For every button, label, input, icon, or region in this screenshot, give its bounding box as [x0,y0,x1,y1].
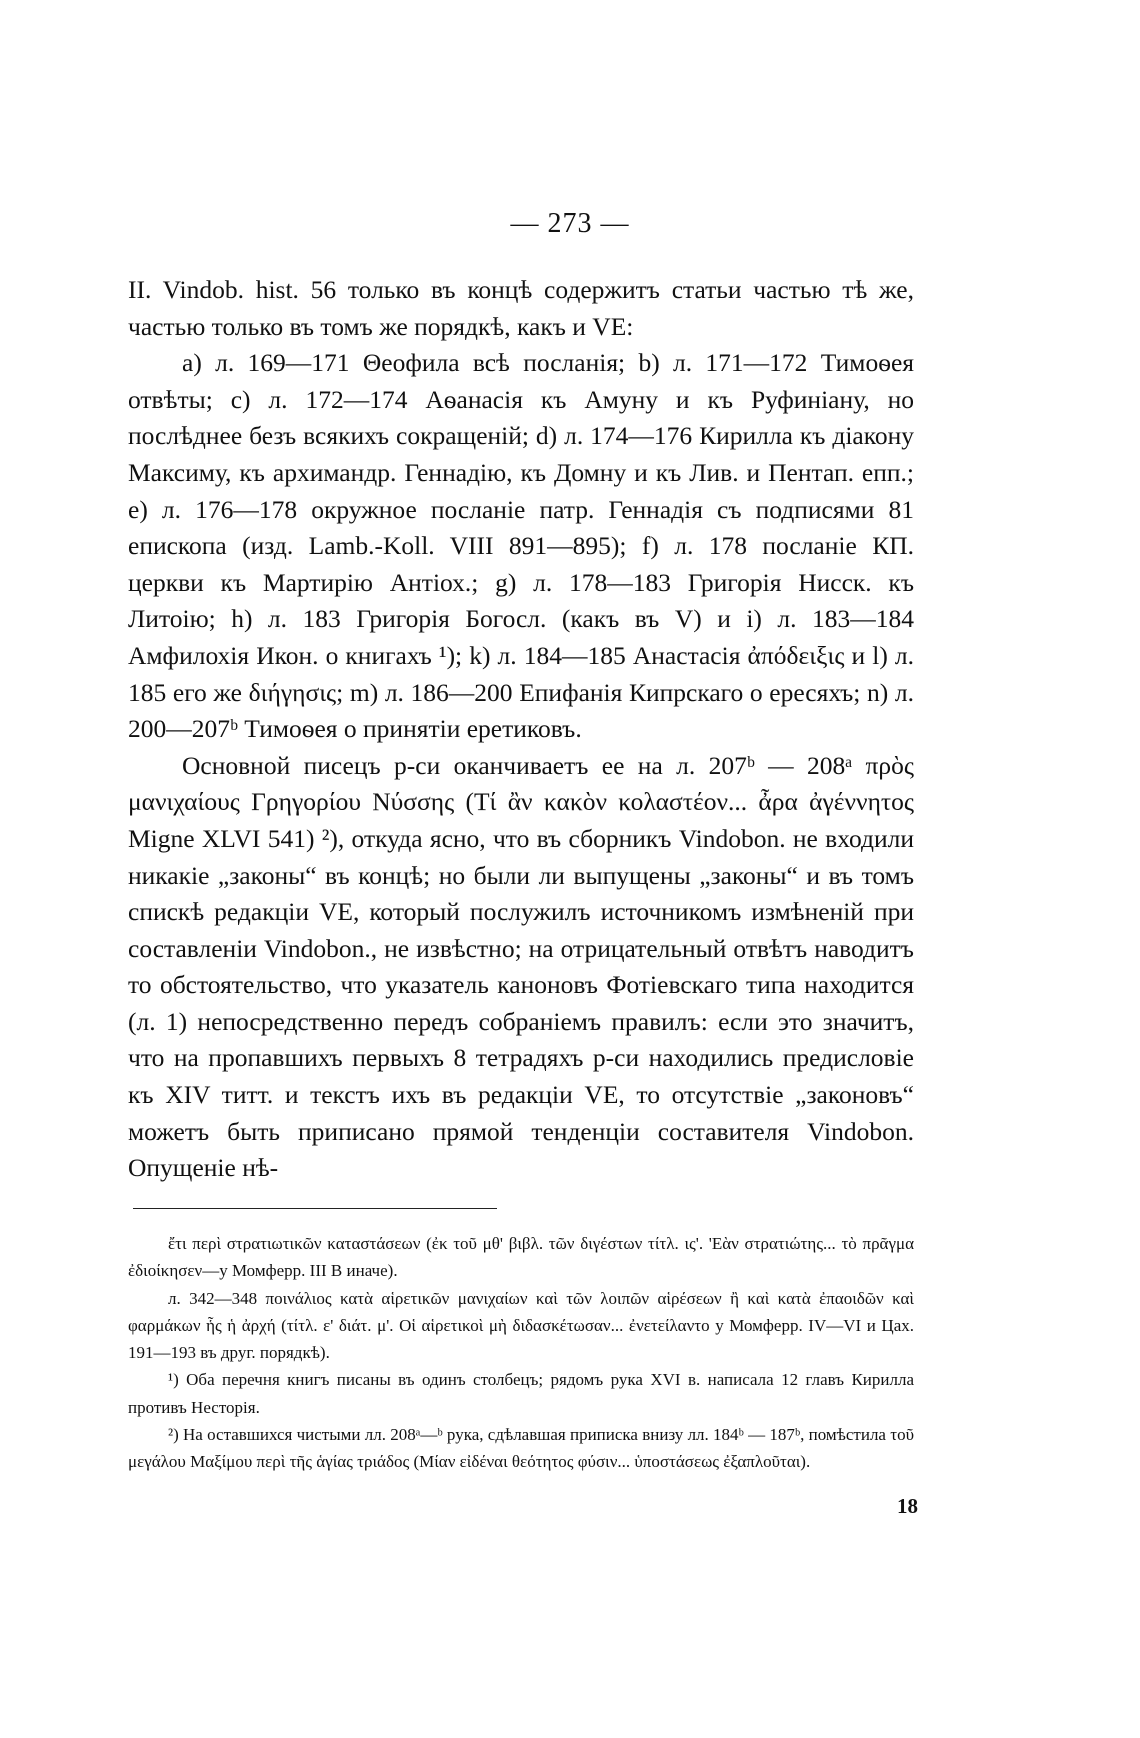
footnote-continuation-2: л. 342—348 ποινάλιος κατὰ αἱρετικῶν μανιχαίων καὶ τῶν λοιπῶν αἱρέσεων ἢ καὶ κατὰ ἐπαοιδῶν καὶ φαρμάκων ἧς ἡ ἀρχή (τίτλ. ε' διάτ. μ'. Οἱ αἱρετικοὶ μὴ διδασκέτωσαν... ἐνετείλαντο у Момферр. IV—VI и Цах. 191—193 въ друг. порядкѣ). [128,1288,914,1363]
main-text [128,272,914,1187]
printer-signature-mark: 18 [897,1494,918,1518]
footnote-continuation-1: ἔτι περὶ στρατιωτικῶν καταστάσεων (ἐκ τοῦ μθ' βιβλ. τῶν διγέστων τίτλ. ις'. 'Εὰν στρατιώτης... τὸ πρᾶγμα ἐδιοίκησεν—у Момферр. III В иначе). [128,1234,914,1281]
page-number: — 273 — [510,208,630,239]
footnote-divider [133,1208,497,1209]
footnotes [128,1230,914,1476]
paragraph-intro: II. Vindob. hist. 56 только въ концѣ содержитъ статьи частью тѣ же, частью только въ томъ же порядкѣ, какъ и VE: [128,275,914,341]
footnote-2: ²) На оставшихся чистыми лл. 208ᵃ—ᵇ рука, сдѣлавшая приписка внизу лл. 184ᵇ — 187ᵇ, помѣстила τοῦ μεγάλου Μαξίμου περὶ τῆς ἁγίας τριάδος (Μίαν εἰδέναι θεότητος φύσιν... ὑποστάσεως ἐξαπλοῦται). [128,1425,914,1472]
paragraph-main-scribe: Основной писецъ р-си оканчиваетъ ее на л. 207ᵇ — 208ᵃ πρὸς μανιχαίους Γρηγορίου Νύσσης (Τί ἂν κακὸν κολαστέον... ἆρα ἀγέννητος Migne XLVI 541) ²), откуда ясно, что въ сборникъ Vindobon. не входили никакіе „законы“ въ концѣ; но были ли выпущены „законы“ и въ томъ спискѣ редакціи VE, который послужилъ источникомъ измѣненій при составленіи Vindobon., не извѣстно; на отрицательный отвѣтъ наводитъ то обстоятельство, что указатель каноновъ Фотіевскаго типа находится (л. 1) непосредственно передъ собраніемъ правилъ: если это значитъ, что на пропавшихъ первыхъ 8 тетрадяхъ р-си находились предисловіе къ XIV титт. и текстъ ихъ въ редакціи VE, то отсутствіе „законовъ“ можетъ быть приписано прямой тенденціи составителя Vindobon. Опущеніе нѣ- [128,750,914,1183]
paragraph-contents-list: a) л. 169—171 Θеофила всѣ посланія; b) л. 171—172 Тимоѳея отвѣты; c) л. 172—174 Аѳанасія къ Амуну и къ Руфиніану, но послѣднее безъ всякихъ сокращеній; d) л. 174—176 Кирилла къ діакону Максиму, къ архимандр. Геннадію, къ Домну и къ Лив. и Пентап. епп.; e) л. 176—178 окружное посланіе патр. Геннадія съ подписями 81 епископа (изд. Lamb.-Koll. VIII 891—895); f) л. 178 посланіе КП. церкви къ Мартирію Антіох.; g) л. 178—183 Григорія Нисск. къ Литоію; h) л. 183 Григорія Богосл. (какъ въ V) и i) л. 183—184 Амфилохія Икон. о книгахъ ¹); k) л. 184—185 Анастасія ἀπόδειξις и l) л. 185 его же διήγησις; m) л. 186—200 Епифанія Кипрскаго о ересяхъ; n) л. 200—207ᵇ Тимоѳея о принятіи еретиковъ. [128,348,914,744]
footnote-1: ¹) Оба перечня книгъ писаны въ одинъ столбецъ; рядомъ рука XVI в. написала 12 главъ Кирилла противъ Несторія. [128,1370,914,1417]
